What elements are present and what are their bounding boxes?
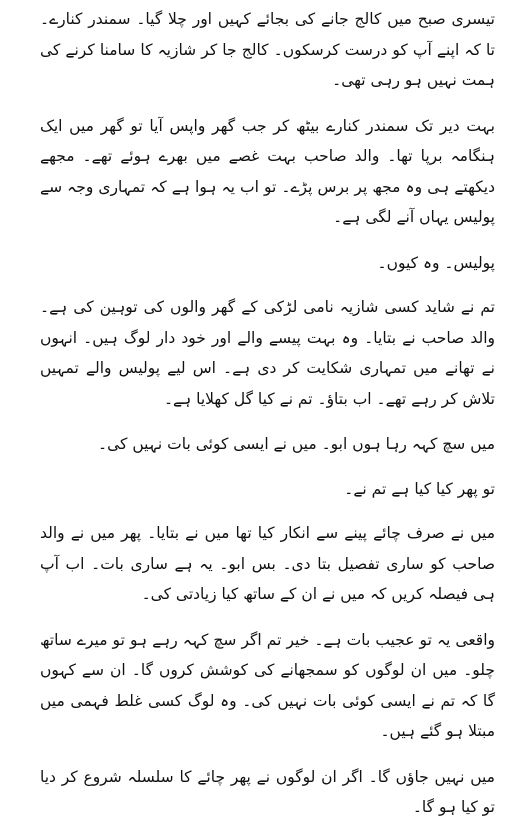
urdu-text-column: [40, 4, 495, 838]
paragraph-what-did-you-do: تو پھر کیا کیا ہے تم نے۔: [344, 479, 495, 498]
paragraph-home-commotion: بہت دیر تک سمندر کنارے بیٹھ کر جب گھر واپس آیا تو گھر میں ایک ہنگامہ برپا تھا۔ والد صاحب بہت غصے میں بھرے ہوئے تھے۔ مجھے دیکھتے ہی وہ مجھ پر برس پڑے۔ تو اب یہ ہوا ہے کہ تمہاری وجہ سے پولیس یہاں آنے لگی ہے۔: [40, 116, 495, 226]
paragraph-father-explains: تم نے شاید کسی شازیہ نامی لڑکی کے گھر والوں کی توہین کی ہے۔ والد صاحب نے بتایا۔ وہ بہت پیسے والے اور خود دار لوگ ہیں۔ انہوں نے تھانے میں تمہاری شکایت کر دی ہے۔ اس لیے پولیس والے تمہیں تلاش کر رہے تھے۔ اب بتاؤ۔ تم نے کیا گل کھلایا ہے۔: [40, 298, 495, 408]
paragraph-police-why: پولیس۔ وہ کیوں۔: [377, 253, 495, 272]
paragraph-truth-abu: میں سچ کہہ رہا ہوں ابو۔ میں نے ایسی کوئی بات نہیں کی۔: [98, 435, 495, 453]
paragraph-refused-tea: میں نے صرف چائے پینے سے انکار کیا تھا میں نے بتایا۔ پھر میں نے والد صاحب کو ساری تفصیل بتا دی۔ بس ابو۔ یہ ہے ساری بات۔ اب آپ ہی فیصلہ کریں کہ میں نے ان کے ساتھ کیا زیادتی کی۔: [40, 524, 495, 603]
paragraph-college-sea: تیسری صبح میں کالج جانے کی بجائے کہیں اور چلا گیا۔ سمندر کنارے۔ تا کہ اپنے آپ کو درست کرسکوں۔ کالج جا کر شازیہ کا سامنا کرنے کی ہمت نہیں ہو رہی تھی۔: [40, 10, 495, 89]
paragraph-strange-matter: واقعی یہ تو عجیب بات ہے۔ خیر تم اگر سچ کہہ رہے ہو تو میرے ساتھ چلو۔ میں ان لوگوں کو سمجھانے کی کوشش کروں گا۔ ان سے کہوں گا کہ تم نے ایسی کوئی بات نہیں کی۔ وہ لوگ کسی غلط فہمی میں مبتلا ہو گئے ہیں۔: [40, 630, 495, 740]
paragraph-wont-go: میں نہیں جاؤں گا۔ اگر ان لوگوں نے پھر چائے کا سلسلہ شروع کر دیا تو کیا ہو گا۔: [40, 767, 495, 816]
